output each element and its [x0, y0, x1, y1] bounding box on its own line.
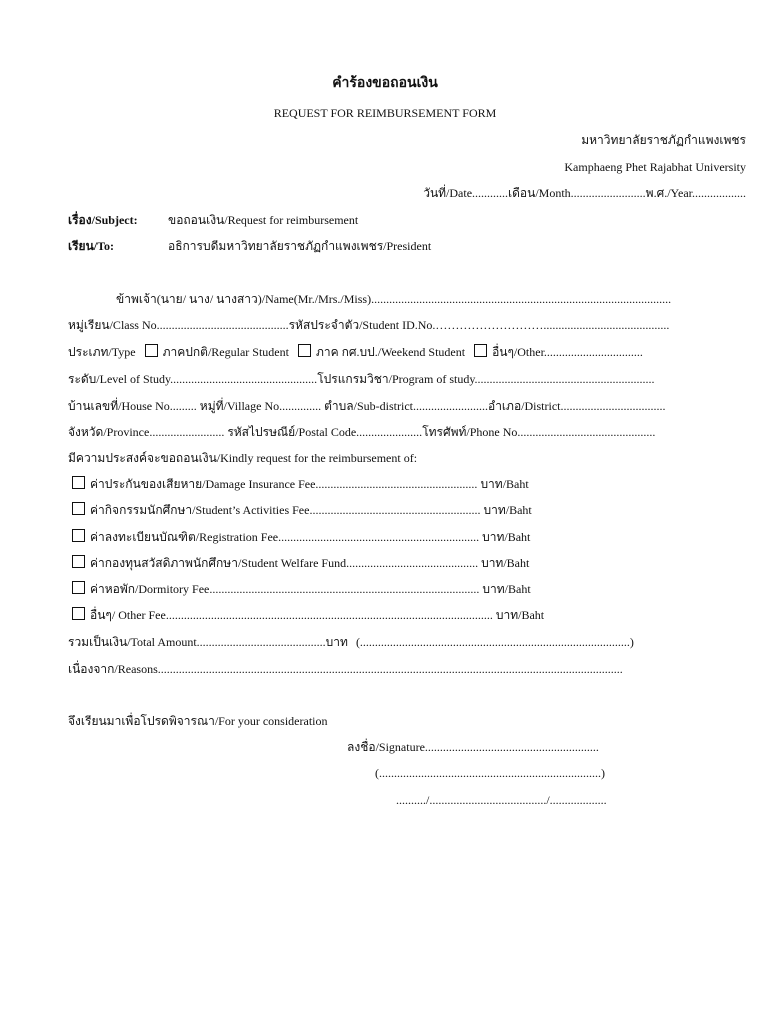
fee-unit: บาท/Baht — [481, 556, 530, 570]
weekend-student-checkbox[interactable] — [298, 344, 311, 357]
weekend-student-label: ภาค กศ.บป./Weekend Student — [315, 345, 466, 359]
study-row — [68, 371, 655, 387]
name-field[interactable]: ข้าพเจ้า(นาย/ นาง/ นางสาว)/Name(Mr./Mrs./Miss).................................................................................................... — [116, 292, 672, 306]
reasons-field[interactable]: เนื่องจาก/Reasons........................................................................................................................................................... — [68, 662, 623, 676]
purpose-text: มีความประสงค์จะขอถอนเงิน/Kindly request for the reimbursement of: — [68, 451, 418, 465]
closing-text: จึงเรียนมาเพื่อโปรดพิจารณา/For your consideration — [68, 714, 328, 728]
total-amount-field[interactable]: รวมเป็นเงิน/Total Amount...........................................บาท — [68, 635, 348, 649]
date-line: วันที่/Date............เดือน/Month.........................พ.ศ./Year.................. — [423, 186, 746, 200]
type-label: ประเภท/Type — [68, 345, 136, 359]
fee-unit: บาท/Baht — [482, 530, 531, 544]
level-field[interactable]: ระดับ/Level of Study................................................. — [68, 372, 318, 386]
fee-checkbox[interactable] — [72, 581, 85, 594]
house-no-field[interactable]: บ้านเลขที่/House No......... — [68, 399, 197, 413]
program-field[interactable]: โปรแกรมวิชา/Program of study............................................................ — [317, 372, 655, 386]
fee-label[interactable]: ค่าหอพัก/Dormitory Fee.......................................................................................... — [90, 582, 480, 596]
subject-value: ขอถอนเงิน/Request for reimbursement — [168, 213, 359, 227]
postal-code-field[interactable]: รหัสไปรษณีย์/Postal Code...................... — [227, 425, 423, 439]
fee-label[interactable]: อื่นๆ/ Other Fee............................................................................................................. — [90, 608, 493, 622]
province-field[interactable]: จังหวัด/Province......................... — [68, 425, 225, 439]
total-words-field[interactable]: (..........................................................................................) — [355, 635, 634, 649]
regular-student-label: ภาคปกติ/Regular Student — [162, 345, 289, 359]
class-id-row — [68, 317, 669, 333]
student-id-field[interactable]: รหัสประจำตัว/Student ID.No.……………………….......................................... — [288, 318, 670, 332]
student-type-row — [68, 344, 643, 360]
university-name-en: Kamphaeng Phet Rajabhat University — [564, 160, 746, 174]
fee-row — [72, 555, 529, 571]
signature-name-field[interactable]: (..........................................................................) — [375, 766, 605, 780]
other-type-field[interactable]: อื่นๆ/Other................................. — [492, 345, 643, 359]
other-type-checkbox[interactable] — [474, 344, 487, 357]
fee-label[interactable]: ค่าประกันของเสียหาย/Damage Insurance Fee...................................................... — [90, 477, 478, 491]
sub-district-field[interactable]: ตำบล/Sub-district......................... — [324, 399, 488, 413]
university-name-th: มหาวิทยาลัยราชภัฏกำแพงเพชร — [581, 133, 746, 147]
form-title-en: REQUEST FOR REIMBURSEMENT FORM — [273, 106, 497, 120]
village-no-field[interactable]: หมู่ที่/Village No.............. — [199, 399, 322, 413]
phone-field[interactable]: โทรศัพท์/Phone No.............................................. — [422, 425, 656, 439]
address-row-2 — [68, 424, 655, 440]
signature-field[interactable]: ลงชื่อ/Signature.......................................................... — [347, 740, 599, 754]
fee-label[interactable]: ค่าลงทะเบียนบัณฑิต/Registration Fee................................................................... — [90, 530, 480, 544]
fee-checkbox[interactable] — [72, 607, 85, 620]
address-row-1 — [68, 398, 665, 414]
fee-unit: บาท/Baht — [480, 477, 529, 491]
fee-unit: บาท/Baht — [483, 503, 532, 517]
fee-row — [72, 476, 529, 492]
fee-checkbox[interactable] — [72, 502, 85, 515]
subject-row — [68, 212, 358, 228]
signature-date-field[interactable]: ........../......................................./................... — [396, 793, 607, 807]
regular-student-checkbox[interactable] — [145, 344, 158, 357]
fee-row — [72, 529, 530, 545]
fee-label[interactable]: ค่ากองทุนสวัสดิภาพนักศึกษา/Student Welfare Fund............................................ — [90, 556, 479, 570]
subject-label: เรื่อง/Subject: — [68, 213, 138, 227]
fee-checkbox[interactable] — [72, 529, 85, 542]
fee-label[interactable]: ค่ากิจกรรมนักศึกษา/Student’s Activities Fee......................................................... — [90, 503, 481, 517]
class-no-field[interactable]: หมู่เรียน/Class No............................................ — [68, 318, 289, 332]
fee-row — [72, 607, 544, 623]
to-label: เรียน/To: — [68, 239, 115, 253]
to-value: อธิการบดีมหาวิทยาลัยราชภัฏกำแพงเพชร/President — [168, 239, 432, 253]
form-title-th: คำร้องขอถอนเงิน — [332, 76, 438, 91]
fee-row — [72, 502, 532, 518]
fee-unit: บาท/Baht — [482, 582, 531, 596]
fee-row — [72, 581, 531, 597]
to-row — [68, 238, 431, 254]
fee-checkbox[interactable] — [72, 476, 85, 489]
fee-checkbox[interactable] — [72, 555, 85, 568]
fee-unit: บาท/Baht — [495, 608, 545, 622]
district-field[interactable]: อำเภอ/District................................... — [487, 399, 666, 413]
total-row — [68, 634, 634, 650]
